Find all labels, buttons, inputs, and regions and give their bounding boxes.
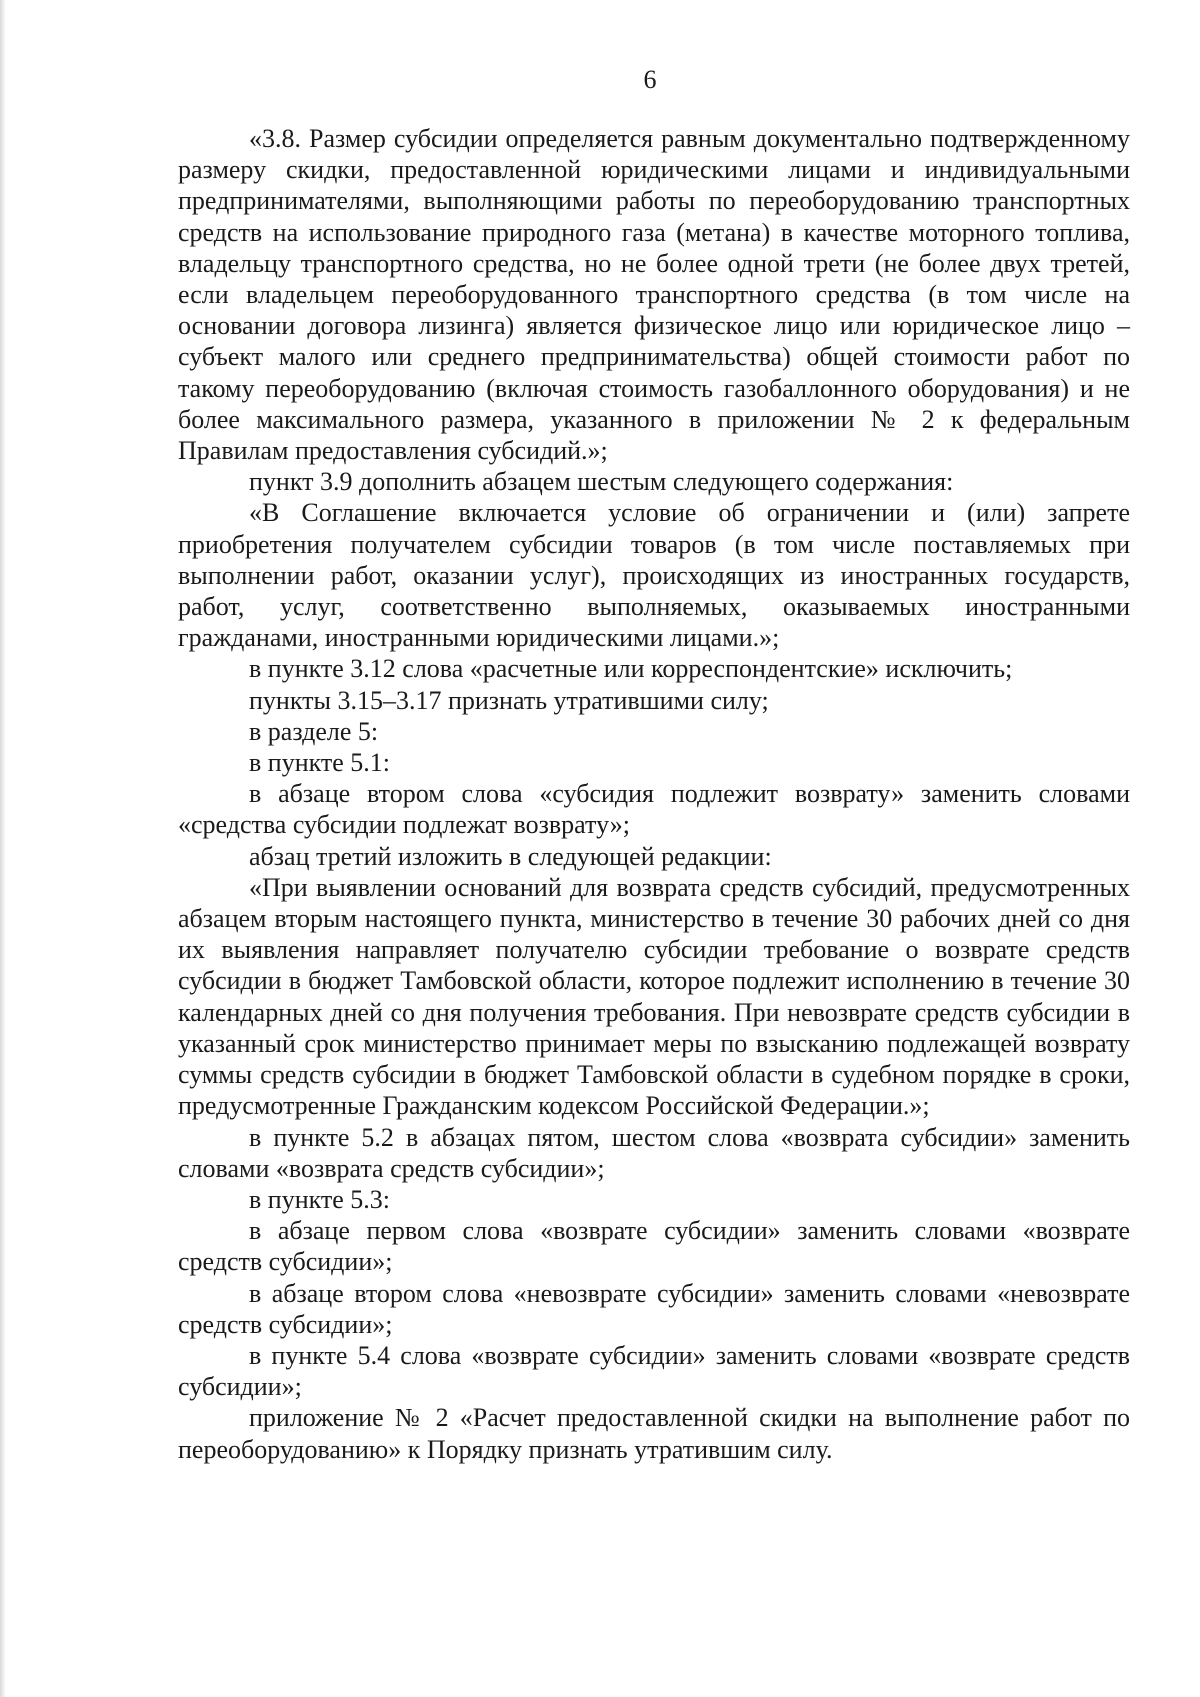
paragraph-appendix-2: приложение № 2 «Расчет предоставленной скидки на выполнение работ по переоборудованию» к Порядку признать утратившим силу.: [178, 1403, 1130, 1464]
scan-edge-shadow: [0, 0, 6, 1697]
paragraph-clause-5-3-first: в абзаце первом слова «возврате субсидии» заменить словами «возврате средств субсидии»;: [178, 1216, 1130, 1277]
paragraph-clauses-3-15-3-17: пункты 3.15–3.17 признать утратившими силу;: [249, 685, 769, 715]
paragraph-clause-3-9: пункт 3.9 дополнить абзацем шестым следующего содержания:: [249, 467, 954, 497]
paragraph-clause-5-3-second: в абзаце втором слова «невозврате субсидии» заменить словами «невозврате средств субсидии»;: [178, 1278, 1130, 1339]
page-number: 6: [643, 65, 657, 94]
paragraph-agreement-condition: «В Соглашение включается условие об ограничении и (или) запрете приобретения получателем субсидии товаров (в том числе поставляемых при выполнении работ, оказании услуг), происходящих из иностранных государств, работ, услуг, соответственно выполняемых, оказываемых иностранными гражданами, иностранными юридическими лицами.»;: [178, 498, 1130, 653]
paragraph-clause-5-1: в пункте 5.1:: [249, 748, 391, 778]
paragraph-clause-5-2: в пункте 5.2 в абзацах пятом, шестом слова «возврата субсидии» заменить словами «возврата средств субсидии»;: [178, 1122, 1130, 1183]
paragraph-clause-5-1-second: в абзаце втором слова «субсидия подлежит возврату» заменить словами «средства субсидии подлежат возврату»;: [178, 779, 1130, 840]
document-body: [178, 123, 1130, 1465]
paragraph-clause-3-12: в пункте 3.12 слова «расчетные или корреспондентские» исключить;: [249, 654, 1013, 684]
paragraph-section-5: в разделе 5:: [249, 716, 379, 746]
paragraph-return-procedure: «При выявлении оснований для возврата средств субсидий, предусмотренных абзацем вторым настоящего пункта, министерство в течение 30 рабочих дней со дня их выявления направляет получателю субсидии требование о возврате средств субсидии в бюджет Тамбовской области, которое подлежит исполнению в течение 30 календарных дней со дня получения требования. При невозврате средств субсидии в указанный срок министерство принимает меры по взысканию подлежащей возврату суммы средств субсидии в бюджет Тамбовской области в судебном порядке в сроки, предусмотренные Гражданским кодексом Российской Федерации.»;: [178, 872, 1130, 1121]
paragraph-clause-5-3: в пункте 5.3:: [249, 1184, 391, 1214]
paragraph-subsidy-size: «3.8. Размер субсидии определяется равным документально подтвержденному размеру скидки, предоставленной юридическими лицами и индивидуальными предпринимателями, выполняющими работы по переоборудованию транспортных средств на использование природного газа (метана) в качестве моторного топлива, владельцу транспортного средства, но не более одной трети (не более двух третей, если владельцем переоборудованного транспортного средства (в том числе на основании договора лизинга) является физическое лицо или юридическое лицо – субъект малого или среднего предпринимательства) общей стоимости работ по такому переоборудованию (включая стоимость газобаллонного оборудования) и не более максимального размера, указанного в приложении № 2 к федеральным Правилам предоставления субсидий.»;: [178, 124, 1130, 466]
paragraph-clause-5-1-third: абзац третий изложить в следующей редакции:: [249, 841, 772, 871]
paragraph-clause-5-4: в пункте 5.4 слова «возврате субсидии» заменить словами «возврате средств субсидии»;: [178, 1340, 1130, 1402]
